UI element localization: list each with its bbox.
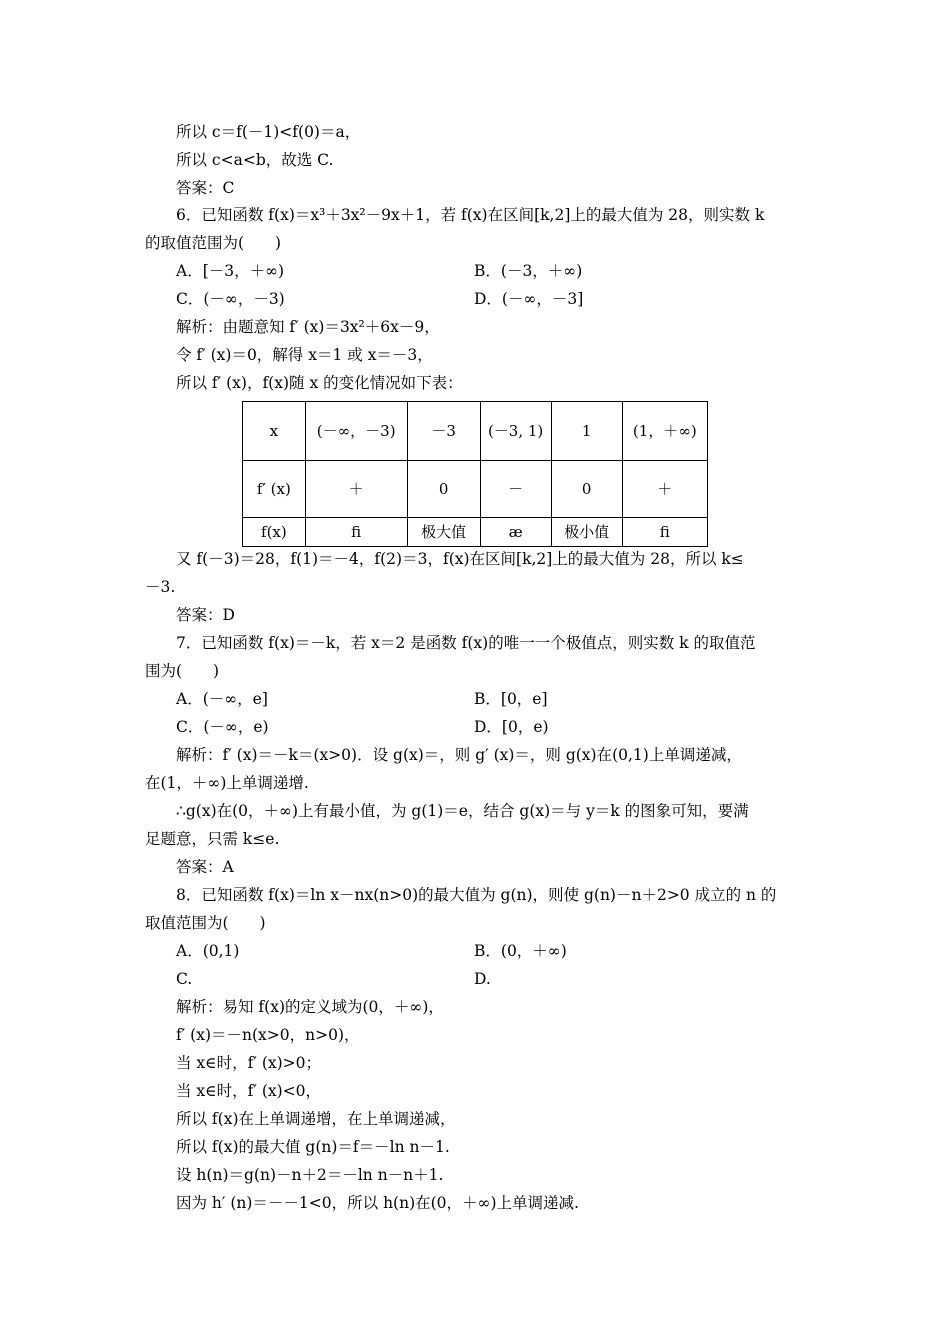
table-row bbox=[243, 461, 708, 518]
table-cell: 1 bbox=[551, 402, 622, 461]
question-6-stem-cont: 的取值范围为( ) bbox=[145, 234, 282, 252]
table-row bbox=[243, 518, 708, 547]
solution-line: ∴g(x)在(0，＋∞)上有最小值，为 g(1)＝e，结合 g(x)＝与 y＝k 的图象可知，要满 bbox=[176, 802, 749, 820]
table-cell: f(x) bbox=[243, 518, 306, 547]
table-cell: (－∞，－3) bbox=[305, 402, 407, 461]
table-cell: (1，＋∞) bbox=[622, 402, 707, 461]
table-cell: ＋ bbox=[622, 461, 707, 518]
question-7-option-b: B．[0，e] bbox=[474, 690, 548, 708]
table-row bbox=[243, 402, 708, 461]
question-7-option-d: D．[0，e) bbox=[474, 718, 549, 736]
question-8-option-d: D. bbox=[474, 970, 491, 988]
solution-line: 解析：f′ (x)＝－k＝(x>0)．设 g(x)＝，则 g′ (x)＝，则 g(x)在(0,1)上单调递减， bbox=[176, 746, 742, 764]
solution-line: 所以 f(x)在上单调递增，在上单调递减， bbox=[176, 1110, 456, 1128]
table-cell: ﬁ bbox=[622, 518, 707, 547]
question-7-stem-cont: 围为( ) bbox=[145, 662, 220, 680]
table-cell: x bbox=[243, 402, 306, 461]
text-line: 所以 c＝f(－1)<f(0)＝a， bbox=[176, 123, 361, 141]
solution-line: 所以 f′ (x)，f(x)随 x 的变化情况如下表： bbox=[176, 374, 463, 392]
table-cell: f′ (x) bbox=[243, 461, 306, 518]
solution-line: 解析：由题意知 f′ (x)＝3x²＋6x－9， bbox=[176, 318, 440, 336]
table-cell: 0 bbox=[407, 461, 480, 518]
table-cell: æ bbox=[480, 518, 551, 547]
solution-line: 解析：易知 f(x)的定义域为(0，＋∞)， bbox=[176, 998, 444, 1016]
question-6-option-c: C．(－∞，－3) bbox=[176, 290, 285, 308]
answer-line: 答案：C bbox=[176, 179, 235, 197]
variation-table bbox=[242, 401, 708, 547]
table-cell: ﬁ bbox=[305, 518, 407, 547]
question-8-stem: 8．已知函数 f(x)＝ln x－nx(n>0)的最大值为 g(n)，则使 g(n)－n＋2>0 成立的 n 的 bbox=[176, 886, 777, 904]
solution-line: 在(1，＋∞)上单调递增. bbox=[145, 774, 309, 792]
solution-line: 当 x∈时，f′ (x)>0； bbox=[176, 1054, 322, 1072]
question-8-option-b: B．(0，＋∞) bbox=[474, 942, 567, 960]
table-cell: 极大值 bbox=[407, 518, 480, 547]
solution-line: －3. bbox=[145, 578, 176, 596]
solution-line: 又 f(－3)＝28，f(1)＝－4，f(2)＝3，f(x)在区间[k,2]上的最大值为 28，所以 k≤ bbox=[176, 550, 744, 568]
question-6-stem: 6．已知函数 f(x)＝x³＋3x²－9x＋1，若 f(x)在区间[k,2]上的最大值为 28，则实数 k bbox=[176, 206, 765, 224]
question-8-option-a: A．(0,1) bbox=[176, 942, 240, 960]
table-cell: 0 bbox=[551, 461, 622, 518]
answer-line: 答案：D bbox=[176, 606, 235, 624]
answer-line: 答案：A bbox=[176, 858, 234, 876]
question-7-stem: 7．已知函数 f(x)＝－k，若 x＝2 是函数 f(x)的唯一一个极值点，则实数 k 的取值范 bbox=[176, 634, 756, 652]
table-cell: －3 bbox=[407, 402, 480, 461]
question-7-option-c: C．(－∞，e) bbox=[176, 718, 269, 736]
solution-line: 足题意，只需 k≤e. bbox=[145, 830, 280, 848]
solution-line: 令 f′ (x)＝0，解得 x＝1 或 x＝－3， bbox=[176, 346, 433, 364]
question-6-option-a: A．[－3，＋∞) bbox=[176, 262, 285, 280]
solution-line: 所以 f(x)的最大值 g(n)＝f＝－ln n－1. bbox=[176, 1138, 450, 1156]
question-8-stem-cont: 取值范围为( ) bbox=[145, 914, 266, 932]
solution-line: f′ (x)＝－n(x>0，n>0)， bbox=[176, 1026, 360, 1044]
table-cell: 极小值 bbox=[551, 518, 622, 547]
table-cell: (－3, 1) bbox=[480, 402, 551, 461]
question-7-option-a: A．(－∞，e] bbox=[176, 690, 268, 708]
solution-line: 因为 h′ (n)＝－－1<0，所以 h(n)在(0，＋∞)上单调递减. bbox=[176, 1194, 579, 1212]
table-cell: ＋ bbox=[305, 461, 407, 518]
question-6-option-d: D．(－∞，－3] bbox=[474, 290, 584, 308]
solution-line: 当 x∈时，f′ (x)<0， bbox=[176, 1082, 322, 1100]
question-6-option-b: B．(－3，＋∞) bbox=[474, 262, 583, 280]
solution-line: 设 h(n)＝g(n)－n＋2＝－ln n－n＋1. bbox=[176, 1166, 444, 1184]
text-line: 所以 c<a<b，故选 C. bbox=[176, 151, 334, 169]
table-cell: － bbox=[480, 461, 551, 518]
question-8-option-c: C. bbox=[176, 970, 193, 988]
